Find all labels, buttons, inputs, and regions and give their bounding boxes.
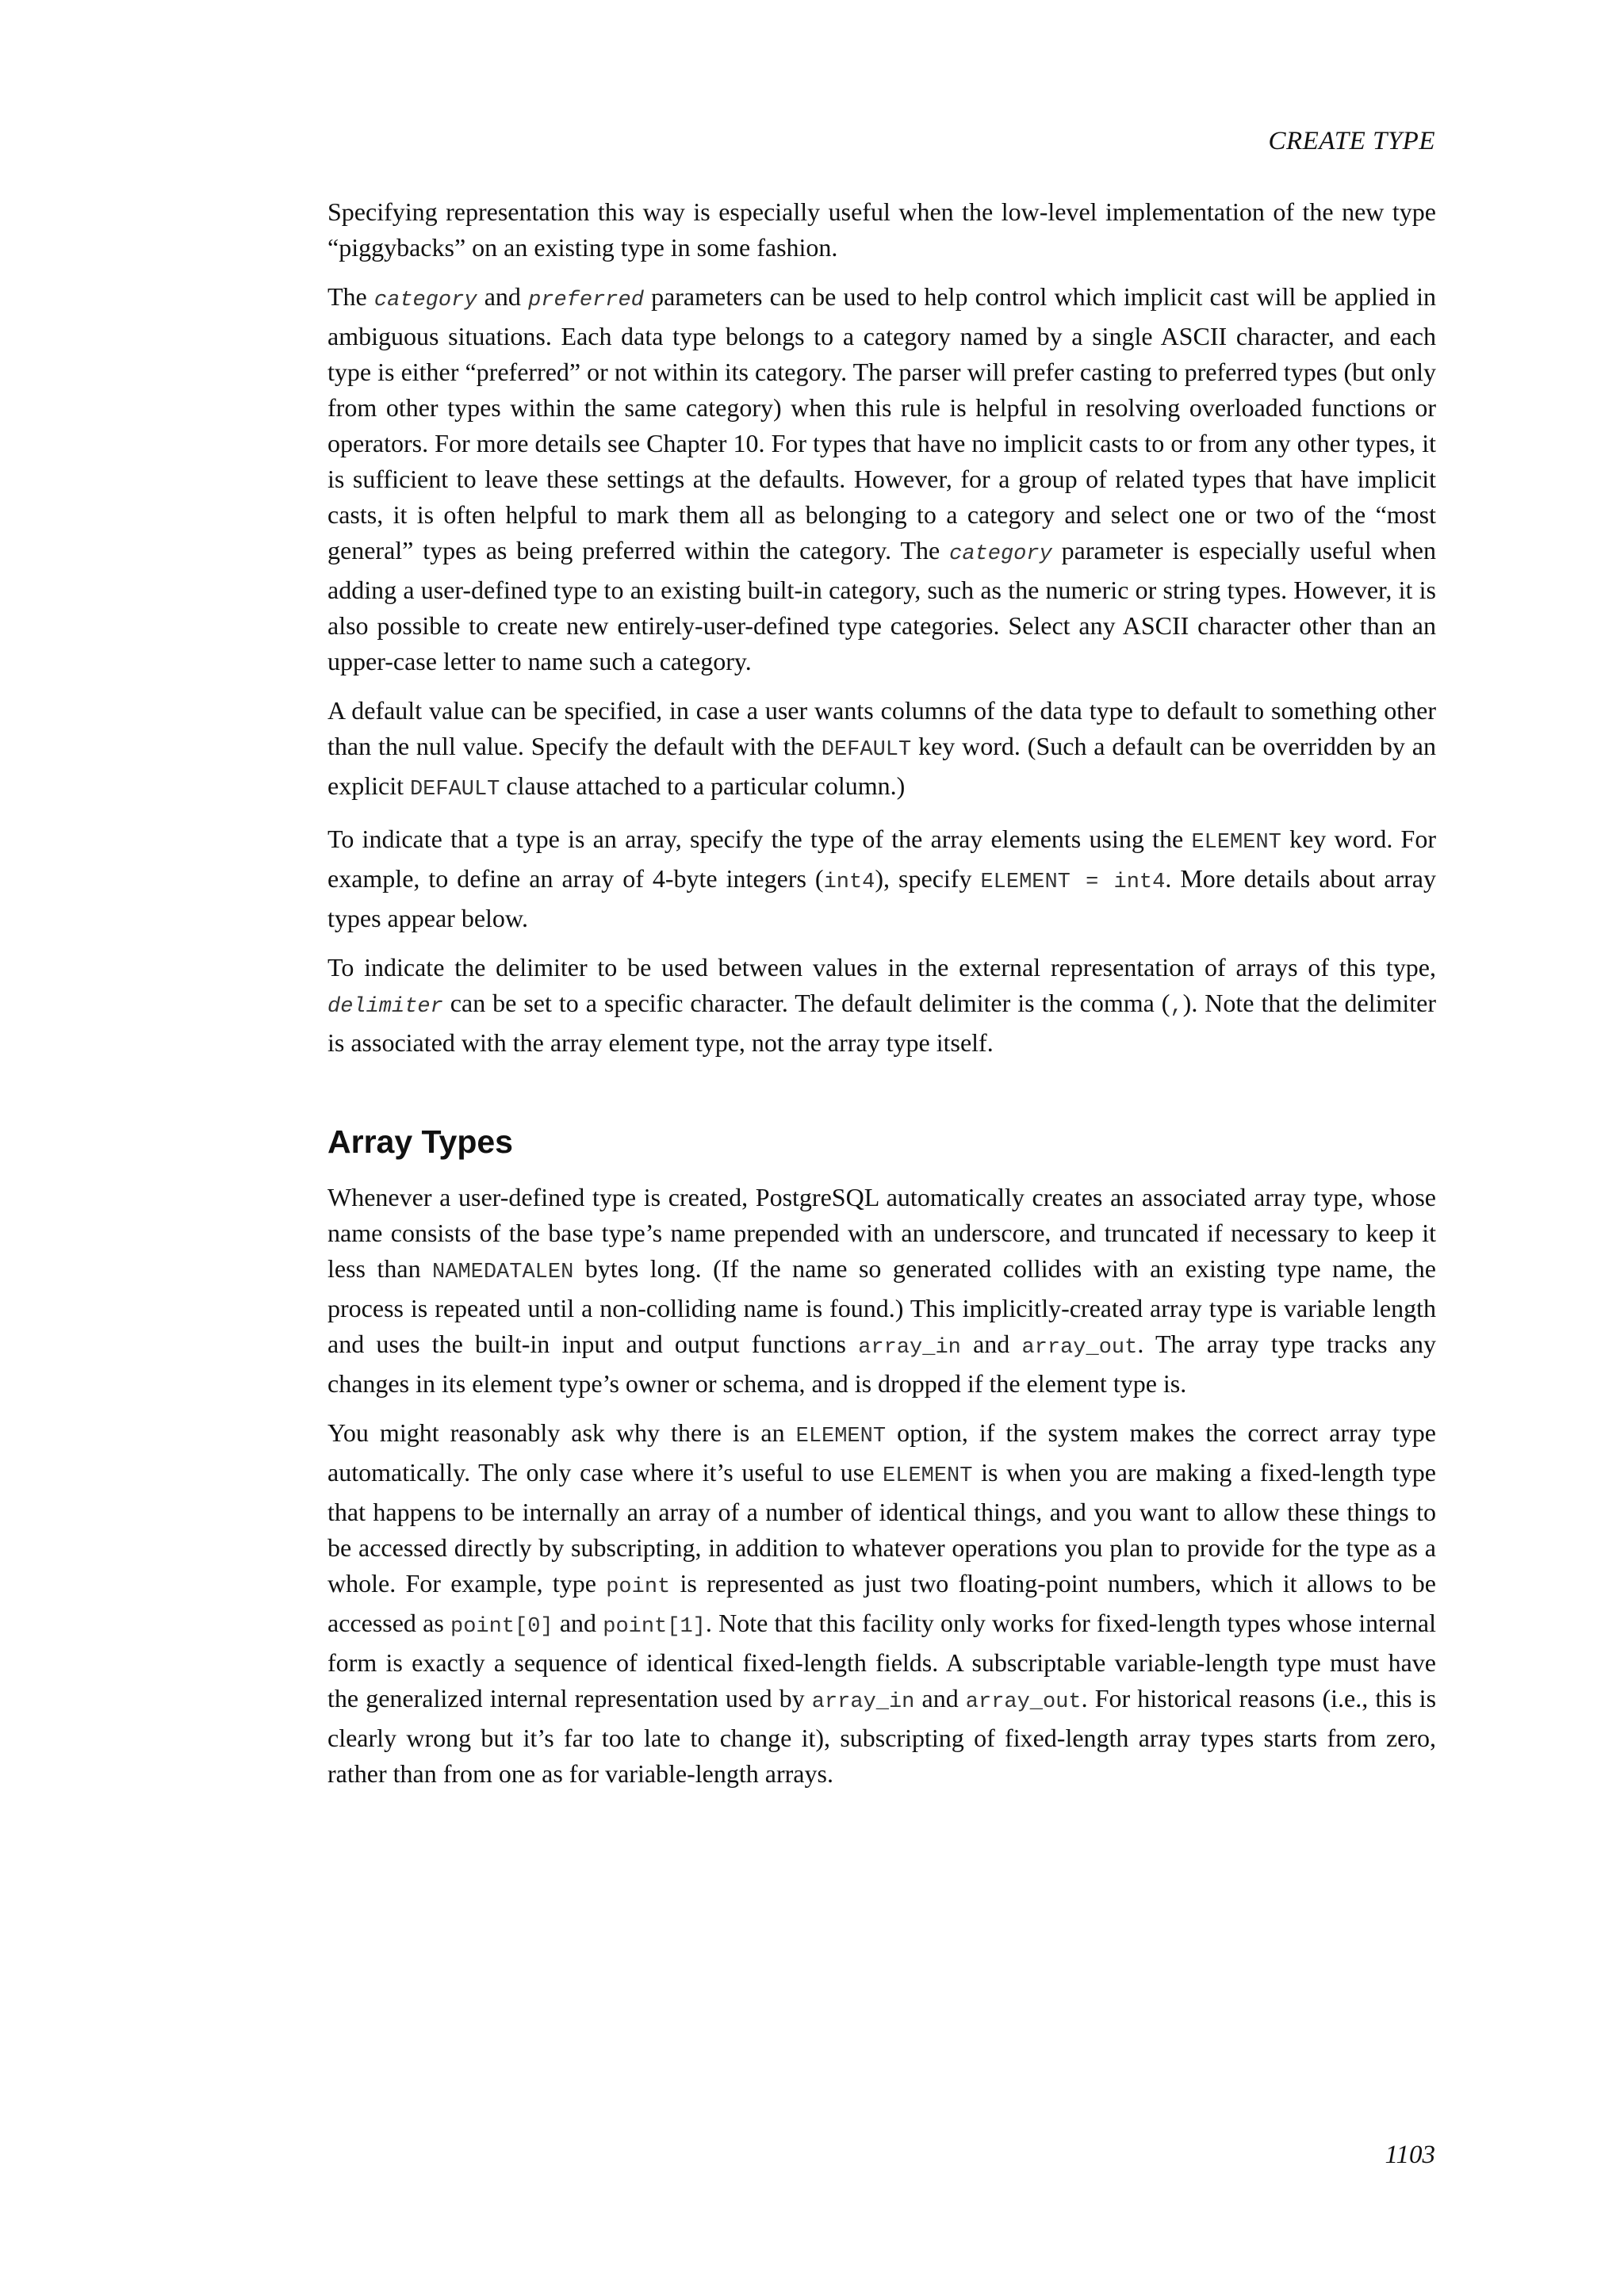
param-delimiter: delimiter bbox=[327, 995, 443, 1019]
page-number: 1103 bbox=[1385, 2141, 1435, 2169]
text: Whenever a user-defined type is created, PostgreSQL automatically creates an associated array type, whose name consists of the base type’s name prepended with an underscore, and truncated if necessary to keep it less than bbox=[327, 1183, 1436, 1283]
text: ). Note that the delimiter is associated with the array element type, not the array type itself. bbox=[327, 989, 1437, 1057]
paragraph-array-type-creation bbox=[327, 1180, 1436, 1402]
text: To indicate that a type is an array, specify the type of the array elements using the bbox=[327, 825, 1192, 853]
code-namedatalen: NAMEDATALEN bbox=[432, 1261, 574, 1284]
text: is when you are making a fixed-length type that happens to be internally an array of a number of identical things, and you want to allow these things to be accessed directly by subscripting, in addition to whatever operations you plan to provide for the type as a whole. For example, type bbox=[327, 1458, 1437, 1598]
keyword-default: DEFAULT bbox=[821, 738, 912, 762]
text: and bbox=[914, 1684, 966, 1712]
paragraph-default-value bbox=[327, 693, 1436, 808]
code-point-0: point[0] bbox=[450, 1615, 553, 1639]
text: . The array type tracks any changes in its element type’s owner or schema, and is dropped if the element type is. bbox=[327, 1330, 1437, 1398]
paragraph-representation bbox=[327, 194, 1436, 266]
text: can be set to a specific character. The default delimiter is the comma ( bbox=[442, 989, 1170, 1017]
code-point-1: point[1] bbox=[603, 1615, 706, 1639]
code-point: point bbox=[606, 1575, 671, 1599]
paragraph-category-preferred bbox=[327, 279, 1436, 679]
text: is represented as just two floating-point numbers, which it allows to be accessed as bbox=[327, 1569, 1437, 1637]
text: . More details about array types appear below. bbox=[327, 864, 1437, 932]
section-heading-array-types: Array Types bbox=[327, 1123, 513, 1160]
paragraph-element-option bbox=[327, 1415, 1436, 1792]
param-category: category bbox=[949, 542, 1052, 566]
text: key word. For example, to define an array of 4-byte integers ( bbox=[327, 825, 1437, 893]
text: clause attached to a particular column.) bbox=[500, 771, 906, 800]
text: key word. (Such a default can be overridden by an explicit bbox=[327, 732, 1437, 800]
text: You might reasonably ask why there is an bbox=[327, 1418, 796, 1447]
code-array-out: array_out bbox=[965, 1690, 1082, 1714]
code-array-in: array_in bbox=[811, 1690, 915, 1714]
text: . Note that this facility only works for fixed-length types whose internal form is exactly a sequence of identical fixed-length fields. A subscriptable variable-length type must have the generalized internal representation used by bbox=[327, 1609, 1437, 1712]
text: and bbox=[960, 1330, 1022, 1358]
keyword-default: DEFAULT bbox=[409, 778, 500, 802]
paragraph-element bbox=[327, 821, 1436, 936]
text: To indicate the delimiter to be used between values in the external representation of arrays of this type, bbox=[327, 953, 1436, 982]
code-int4: int4 bbox=[823, 871, 875, 894]
text: The bbox=[327, 282, 374, 311]
code-comma: , bbox=[1170, 995, 1183, 1019]
running-header-title: CREATE TYPE bbox=[1268, 127, 1435, 155]
keyword-element: ELEMENT bbox=[795, 1425, 887, 1448]
text: A default value can be specified, in case a user wants columns of the data type to default to something other than the null value. Specify the default with the bbox=[327, 696, 1436, 760]
text: parameter is especially useful when adding a user-defined type to an existing built-in category, such as the numeric or string types. However, it is also possible to create new entirely-user-defined type categories. Select any ASCII character other than an upper-case letter to name such a category. bbox=[327, 536, 1437, 675]
text: . For historical reasons (i.e., this is clearly wrong but it’s far too late to change it), subscripting of fixed-length array types starts from zero, rather than from one as for variable-length arrays. bbox=[327, 1684, 1437, 1788]
code-element-int4: ELEMENT = int4 bbox=[980, 871, 1166, 894]
keyword-element: ELEMENT bbox=[883, 1464, 973, 1488]
page-body bbox=[327, 194, 1436, 1805]
param-category: category bbox=[373, 289, 477, 312]
text: and bbox=[477, 282, 529, 311]
text: ), specify bbox=[875, 864, 981, 893]
text: option, if the system makes the correct array type automatically. The only case where it’s useful to use bbox=[327, 1418, 1437, 1487]
keyword-element: ELEMENT bbox=[1191, 831, 1281, 855]
code-array-in: array_in bbox=[858, 1336, 961, 1360]
text: parameters can be used to help control which implicit cast will be applied in ambiguous situations. Each data type belongs to a category named by a single ASCII character, and each type is either “preferred” or not within its category. The parser will prefer casting to preferred types (but only from other types within the same category) when this rule is helpful in resolving overloaded functions or operators. For more details see Chapter 10. For types that have no implicit casts to or from any other types, it is sufficient to leave these settings at the defaults. However, for a group of related types that have implicit casts, it is often helpful to mark them all as belonging to a category and select one or two of the “most general” types as being preferred within the category. The bbox=[327, 282, 1437, 564]
code-array-out: array_out bbox=[1021, 1336, 1138, 1360]
text: and bbox=[553, 1609, 603, 1637]
text: bytes long. (If the name so generated collides with an existing type name, the process is repeated until a non-colliding name is found.) This implicitly-created array type is variable length and uses the built-in input and output functions bbox=[327, 1254, 1436, 1358]
text: Specifying representation this way is especially useful when the low-level implementation of the new type “piggybacks” on an existing type in some fashion. bbox=[327, 197, 1436, 262]
paragraph-delimiter bbox=[327, 950, 1436, 1061]
param-preferred: preferred bbox=[528, 289, 644, 312]
